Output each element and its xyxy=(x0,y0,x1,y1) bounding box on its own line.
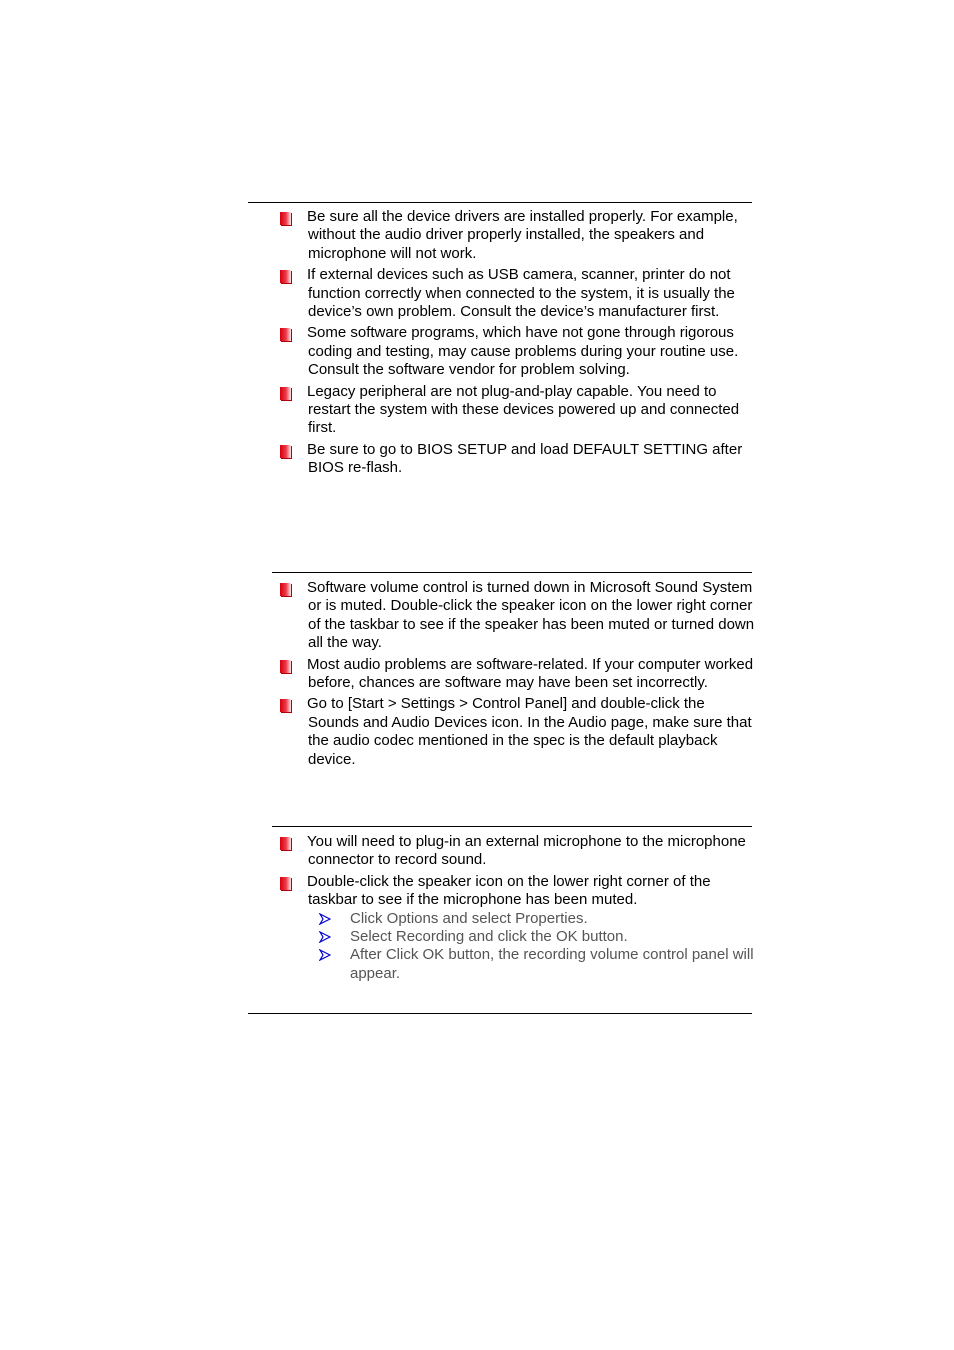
red-square-bullet-icon xyxy=(280,328,291,341)
red-square-bullet-icon xyxy=(280,270,291,283)
red-square-bullet-icon xyxy=(280,212,291,225)
arrowhead-bullet-icon xyxy=(319,913,331,925)
section-3-list xyxy=(276,833,756,986)
section-2-list xyxy=(276,579,756,772)
red-square-bullet-icon xyxy=(280,837,291,850)
red-square-bullet-icon xyxy=(280,699,291,712)
red-square-bullet-icon xyxy=(280,387,291,400)
list-item: You will need to plug-in an external microphone to the microphone connector to record sound. xyxy=(276,833,756,870)
section-2-rule xyxy=(272,572,752,573)
section-1-list xyxy=(276,208,756,481)
sub-list-item: After Click OK button, the recording volume control panel will appear. xyxy=(317,946,756,983)
arrowhead-bullet-icon xyxy=(319,949,331,961)
list-item: Software volume control is turned down in Microsoft Sound System or is muted. Double-click the speaker icon on the lower right corner of the taskbar to see if the speaker has been muted or turned down all the way. xyxy=(276,579,756,653)
red-square-bullet-icon xyxy=(280,877,291,890)
sub-list-item: Select Recording and click the OK button. xyxy=(317,928,756,946)
list-item: Be sure all the device drivers are installed properly. For example, without the audio driver properly installed, the speakers and microphone will not work. xyxy=(276,208,756,263)
sub-list xyxy=(308,910,756,984)
list-item: Be sure to go to BIOS SETUP and load DEFAULT SETTING after BIOS re-flash. xyxy=(276,441,756,478)
arrowhead-bullet-icon xyxy=(319,931,331,943)
red-square-bullet-icon xyxy=(280,583,291,596)
sub-list-item: Click Options and select Properties. xyxy=(317,910,756,928)
list-item: Legacy peripheral are not plug-and-play capable. You need to restart the system with these devices powered up and connected first. xyxy=(276,383,756,438)
top-rule xyxy=(248,202,752,203)
list-item: Go to [Start > Settings > Control Panel] and double-click the Sounds and Audio Devices icon. In the Audio page, make sure that the audio codec mentioned in the spec is the default playback device. xyxy=(276,695,756,769)
list-item: Most audio problems are software-related. If your computer worked before, chances are software may have been set incorrectly. xyxy=(276,656,756,693)
section-3-rule xyxy=(272,826,752,827)
list-item: If external devices such as USB camera, scanner, printer do not function correctly when connected to the system, it is usually the device’s own problem. Consult the device’s manufacturer first. xyxy=(276,266,756,321)
red-square-bullet-icon xyxy=(280,660,291,673)
list-item: Some software programs, which have not gone through rigorous coding and testing, may cause problems during your routine use. Consult the software vendor for problem solving. xyxy=(276,324,756,379)
list-item: Double-click the speaker icon on the lower right corner of the taskbar to see if the microphone has been muted. Click Options and select Properties. Select Recording and click the OK button. After Click OK button, the recording volume control panel will appear. xyxy=(276,873,756,983)
red-square-bullet-icon xyxy=(280,445,291,458)
bottom-rule xyxy=(248,1013,752,1014)
